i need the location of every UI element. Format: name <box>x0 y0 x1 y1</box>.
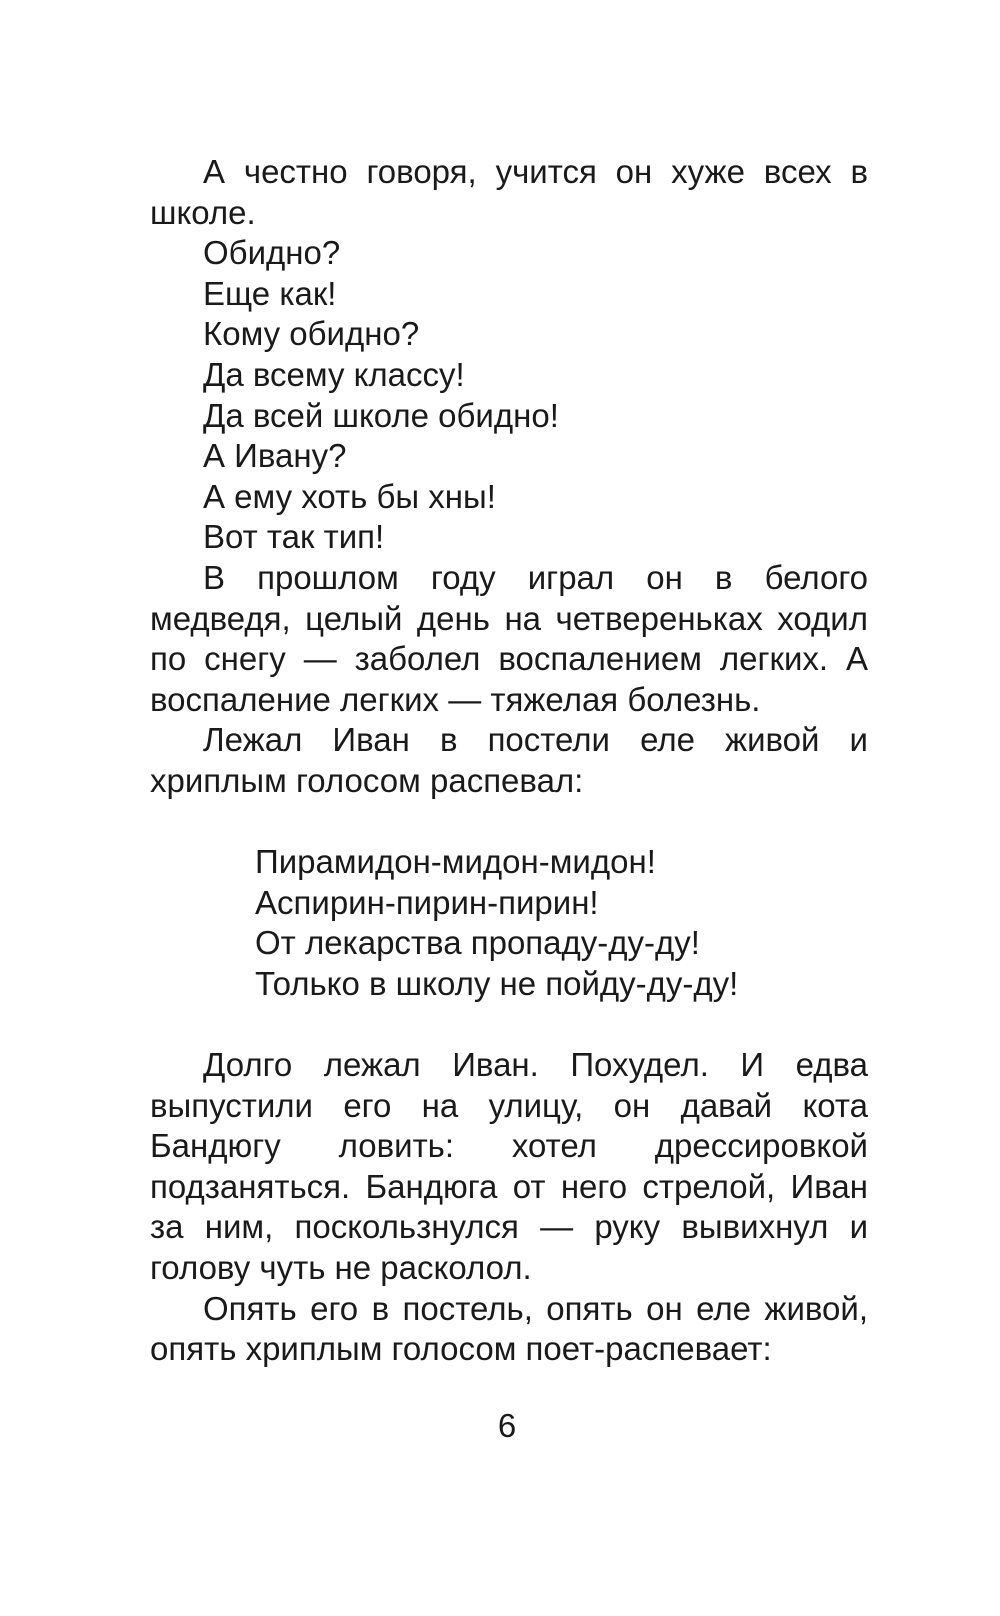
paragraph: Опять его в постель, опять он еле живой, опять хриплым голосом поет-распевает: <box>150 1289 868 1368</box>
verse-block <box>255 842 868 1004</box>
verse-line: От лекарства пропаду-ду-ду! <box>255 924 700 962</box>
paragraph: Еще как! <box>203 274 337 312</box>
paragraph: А Ивану? <box>203 437 347 475</box>
verse-line: Пирамидон-мидон-мидон! <box>255 843 656 881</box>
paragraph: Долго лежал Иван. Похудел. И едва выпустили его на улицу, он давай кота Бандюгу ловить: хотел дрессировкой подзаняться. Бандюга от него стрелой, Иван за ним, поскользнулся — руку вывихнул и голову чуть не расколол. <box>150 1046 868 1287</box>
paragraph: Обидно? <box>203 234 341 272</box>
paragraph: Кому обидно? <box>203 315 420 353</box>
paragraph: В прошлом году играл он в белого медведя, целый день на четвереньках ходил по снегу — заболел воспалением легких. А воспаление легких — тяжелая болезнь. <box>150 558 868 718</box>
paragraph: А ему хоть бы хны! <box>203 477 496 515</box>
paragraph: Вот так тип! <box>203 518 385 556</box>
paragraph: Да всей школе обидно! <box>203 396 559 434</box>
verse-line: Только в школу не пойду-ду-ду! <box>255 964 739 1002</box>
page-body-text <box>150 152 868 1370</box>
paragraph: Да всему классу! <box>203 355 465 393</box>
verse-line: Аспирин-пирин-пирин! <box>255 883 599 921</box>
paragraph: А честно говоря, учится он хуже всех в школе. <box>150 153 868 231</box>
paragraph: Лежал Иван в постели еле живой и хриплым голосом распевал: <box>150 721 868 799</box>
page-number: 6 <box>497 1407 517 1444</box>
